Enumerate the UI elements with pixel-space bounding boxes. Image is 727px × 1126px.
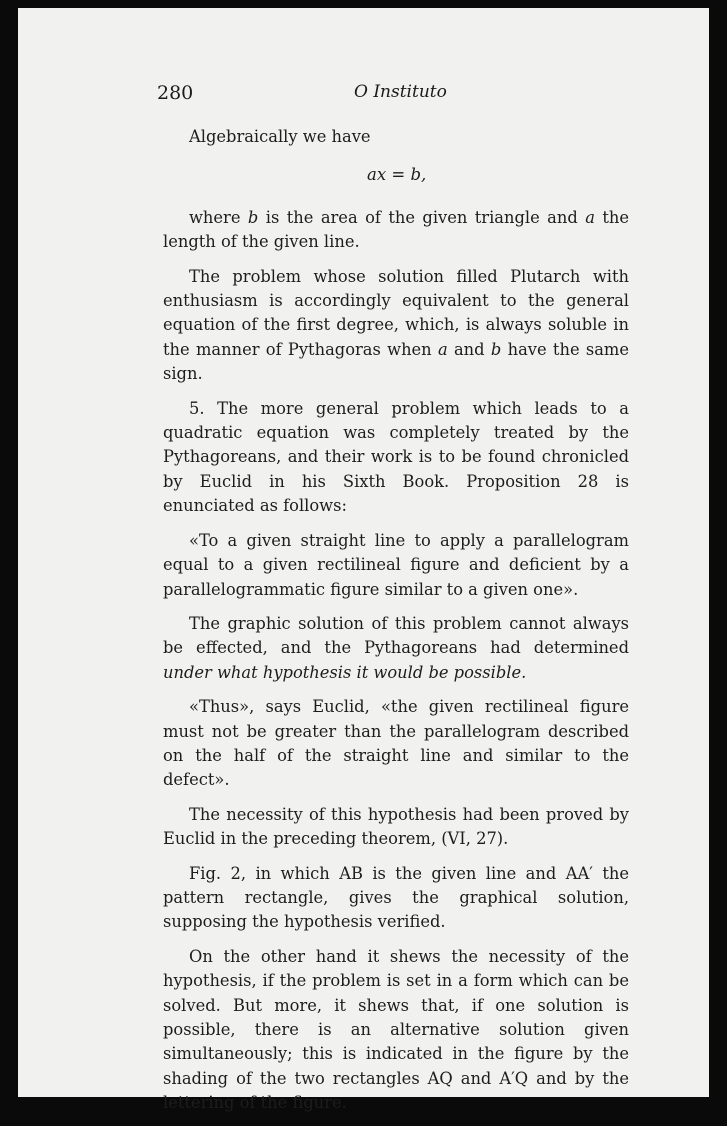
paragraph-9: On the other hand it shews the necessity of the hypothesis, if the problem is set in a form which can be solved. But more, it shews that, if one solution is possible, there is an alternative solution given simultaneously; this is indicated in the figure by the shading of the two rectangles AQ and A′Q and by the lettering of the figure. — [163, 946, 629, 1113]
paragraph-6: «Thus», says Euclid, «the given rectilineal figure must not be greater than the parallelogram described on the half of the straight line and similar to the defect». — [163, 697, 629, 790]
body-text — [163, 125, 629, 1126]
book-page — [18, 8, 709, 1113]
p2-text-1: The problem whose solution filled Plutarch with enthusiasm is accordingly equivalent to the general equation of the first degree, which, is always soluble in the manner of Pythagoras when — [163, 266, 629, 359]
paragraph-4: «To a given straight line to apply a parallelogram equal to a given rectilineal figure and deficient by a parallelogrammatic figure similar to a given one». — [163, 530, 629, 599]
p1-var-b: b — [247, 207, 259, 227]
paragraph-8: Fig. 2, in which AB is the given line and AA′ the pattern rectangle, gives the graphical solution, supposing the hypothesis verified. — [163, 863, 629, 932]
p1-text-1: where — [189, 207, 248, 227]
paragraph-5 — [163, 612, 629, 685]
paragraph-7: The necessity of this hypothesis had been proved by Euclid in the preceding theorem, (VI, 27). — [163, 804, 629, 849]
p1-text-3: the length of the given line. — [163, 207, 630, 252]
equation: ax = b, — [367, 165, 427, 185]
paragraph-2 — [163, 265, 629, 387]
paragraph-1 — [163, 206, 629, 255]
p2-var-a: a — [437, 339, 448, 359]
p1-text-2: is the area of the given triangle and — [258, 207, 586, 227]
running-title: O Instituto — [354, 82, 447, 102]
p2-var-b: b — [490, 339, 502, 359]
p2-text-2: and — [447, 339, 491, 359]
paragraph-intro: Algebraically we have — [189, 127, 371, 146]
p2-text-3: have the same sign. — [163, 339, 629, 384]
page-header — [18, 82, 709, 106]
paragraph-3: 5. The more general problem which leads to a quadratic equation was completely treated by the Pythagoreans, and their work is to be found chronicled by Euclid in his Sixth Book. Proposition 28 is enunciated as follows: — [163, 398, 629, 516]
p1-var-a: a — [585, 207, 595, 227]
page-number: 280 — [157, 82, 194, 104]
p5-emphasis: under what hypothesis it would be possible. — [163, 662, 527, 682]
p5-text-1: The graphic solution of this problem cannot always be effected, and the Pythagoreans had determined — [163, 613, 629, 658]
